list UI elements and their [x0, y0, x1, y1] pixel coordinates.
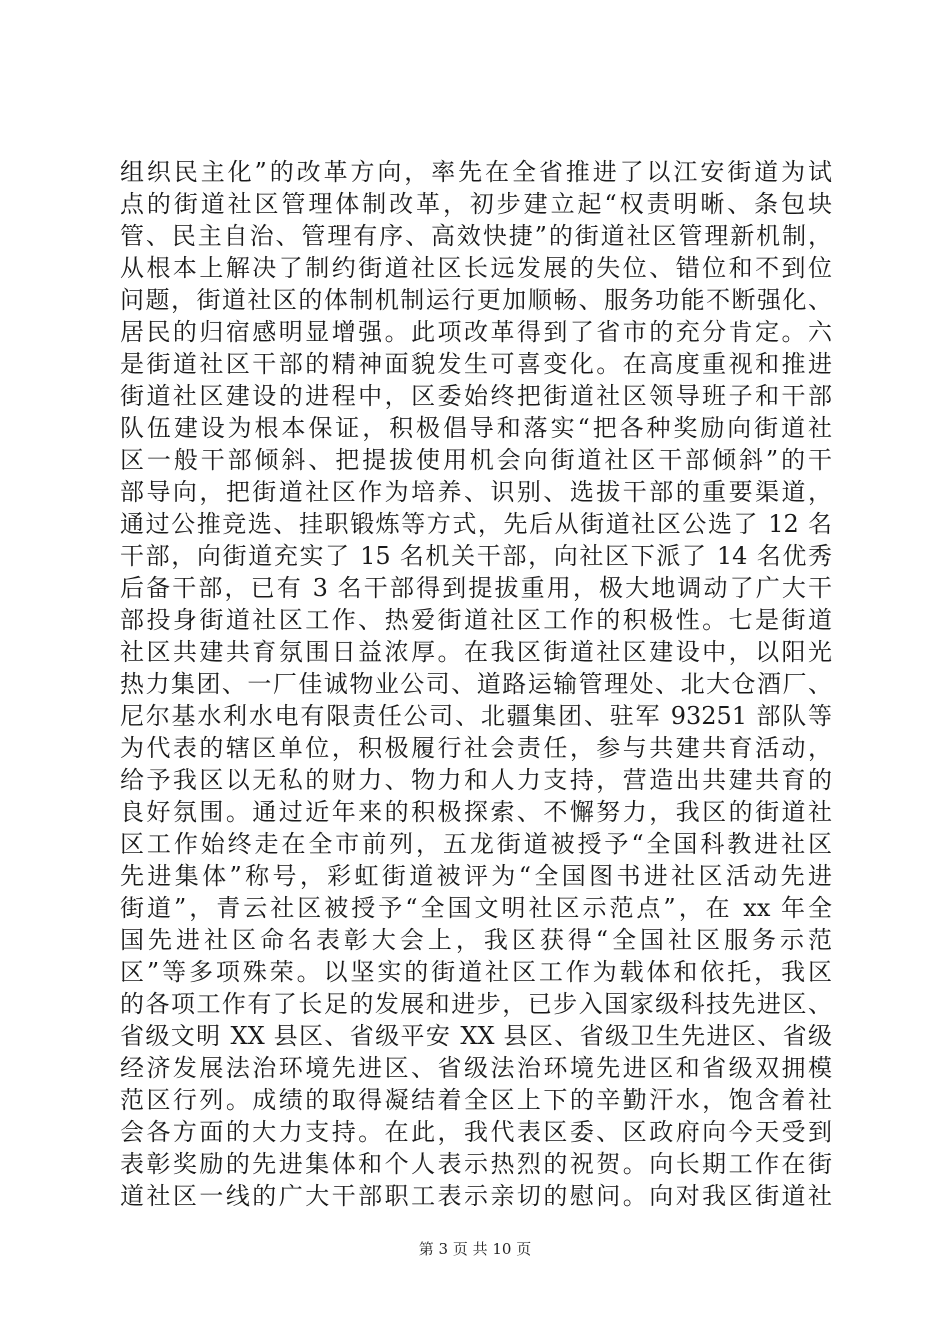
text-line: 会各方面的大力支持。在此，我代表区委、区政府向今天受到 [120, 1118, 832, 1146]
text-line: 区”等多项殊荣。以坚实的街道社区工作为载体和依托，我区 [120, 958, 832, 986]
text-line: 管、民主自治、管理有序、高效快捷”的街道社区管理新机制， [120, 222, 832, 250]
text-line: 点的街道社区管理体制改革，初步建立起“权责明晰、条包块 [120, 190, 832, 218]
text-line: 组织民主化”的改革方向，率先在全省推进了以江安街道为试 [120, 158, 832, 186]
text-line: 是街道社区干部的精神面貌发生可喜变化。在高度重视和推进 [120, 350, 832, 378]
text-line: 街道”，青云社区被授予“全国文明社区示范点”，在 xx 年全 [120, 894, 832, 922]
text-line: 街道社区建设的进程中，区委始终把街道社区领导班子和干部 [120, 382, 832, 410]
text-line: 从根本上解决了制约街道社区长远发展的失位、错位和不到位 [120, 254, 832, 282]
text-line: 区一般干部倾斜、把提拔使用机会向街道社区干部倾斜”的干 [120, 446, 832, 474]
text-line: 尼尔基水利水电有限责任公司、北疆集团、驻军 93251 部队等 [120, 702, 832, 730]
text-line: 范区行列。成绩的取得凝结着全区上下的辛勤汗水，饱含着社 [120, 1086, 832, 1114]
text-line: 的各项工作有了长足的发展和进步，已步入国家级科技先进区、 [120, 990, 832, 1018]
text-line: 为代表的辖区单位，积极履行社会责任，参与共建共育活动， [120, 734, 832, 762]
text-line: 部投身街道社区工作、热爱街道社区工作的积极性。七是街道 [120, 606, 832, 634]
text-line: 热力集团、一厂佳诚物业公司、道路运输管理处、北大仓酒厂、 [120, 670, 832, 698]
text-line: 部导向，把街道社区作为培养、识别、选拔干部的重要渠道， [120, 478, 832, 506]
text-line: 后备干部，已有 3 名干部得到提拔重用，极大地调动了广大干 [120, 574, 832, 602]
text-line: 国先进社区命名表彰大会上，我区获得“全国社区服务示范 [120, 926, 832, 954]
text-line: 先进集体”称号，彩虹街道被评为“全国图书进社区活动先进 [120, 862, 832, 890]
text-line: 良好氛围。通过近年来的积极探索、不懈努力，我区的街道社 [120, 798, 832, 826]
text-line: 干部，向街道充实了 15 名机关干部，向社区下派了 14 名优秀 [120, 542, 832, 570]
text-line: 区工作始终走在全市前列，五龙街道被授予“全国科教进社区 [120, 830, 832, 858]
text-line: 队伍建设为根本保证，积极倡导和落实“把各种奖励向街道社 [120, 414, 832, 442]
text-line: 居民的归宿感明显增强。此项改革得到了省市的充分肯定。六 [120, 318, 832, 346]
text-line: 道社区一线的广大干部职工表示亲切的慰问。向对我区街道社 [120, 1182, 832, 1210]
text-line: 给予我区以无私的财力、物力和人力支持，营造出共建共育的 [120, 766, 832, 794]
body-text [120, 156, 832, 1212]
text-line: 社区共建共育氛围日益浓厚。在我区街道社区建设中，以阳光 [120, 638, 832, 666]
text-line: 表彰奖励的先进集体和个人表示热烈的祝贺。向长期工作在街 [120, 1150, 832, 1178]
text-line: 省级文明 XX 县区、省级平安 XX 县区、省级卫生先进区、省级 [120, 1022, 832, 1050]
text-line: 通过公推竞选、挂职锻炼等方式，先后从街道社区公选了 12 名 [120, 510, 832, 538]
text-line: 经济发展法治环境先进区、省级法治环境先进区和省级双拥模 [120, 1054, 832, 1082]
page-footer: 第 3 页 共 10 页 [418, 1240, 532, 1258]
text-line: 问题，街道社区的体制机制运行更加顺畅、服务功能不断强化、 [120, 286, 832, 314]
